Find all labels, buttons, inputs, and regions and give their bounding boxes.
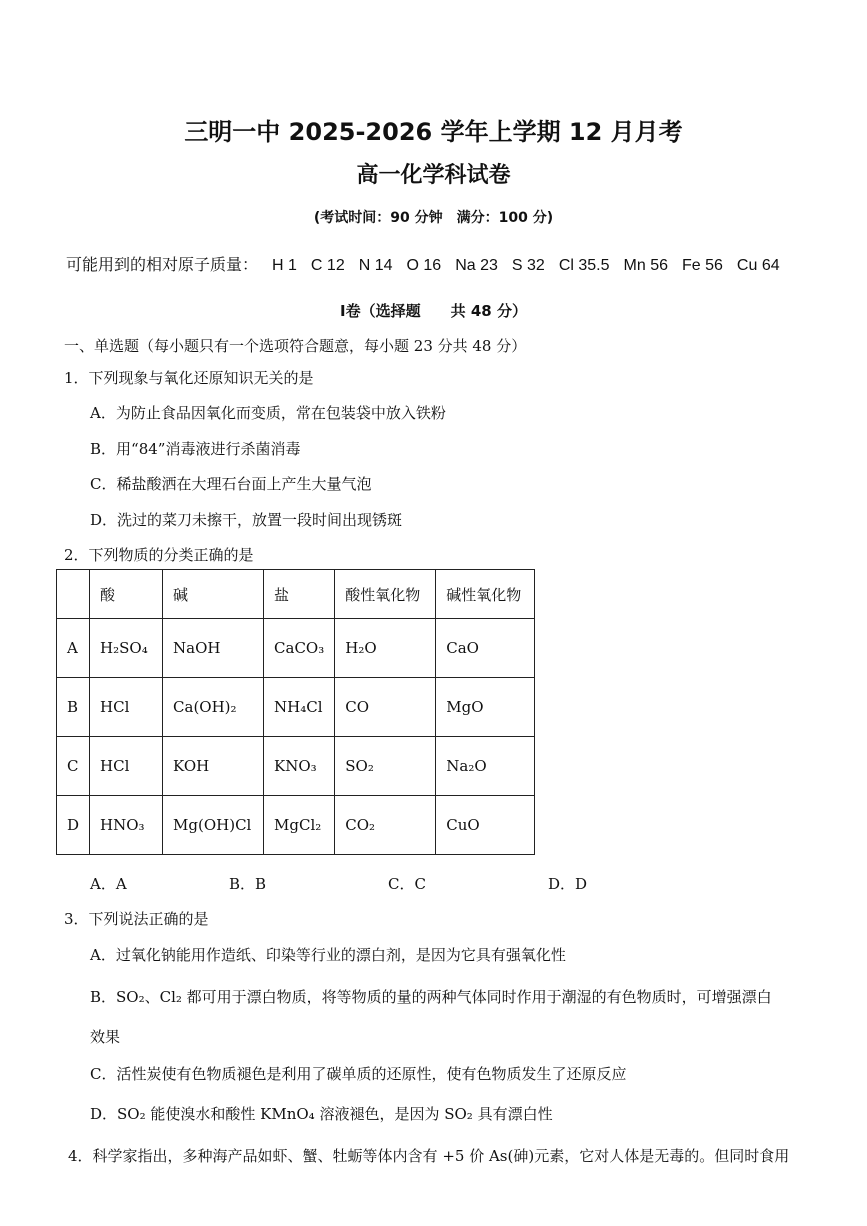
exam-info: (考试时间：90 分钟 满分：100 分) [313,210,554,226]
question-3-option-b: B．SO₂、Cl₂ 都可用于漂白物质，将等物质的量的两种气体同时作用于潮湿的有色物质时，可增强漂白 [90,988,772,1006]
table-row [57,619,535,678]
table-cell: CuO [436,796,535,855]
table-cell: MgCl₂ [264,796,335,855]
table-cell: CO [335,678,436,737]
table-header-cell: 酸 [90,570,163,619]
table-cell: H₂SO₄ [90,619,163,678]
mass-item: N 14 [358,257,393,274]
question-2-option-a: A．A [90,875,127,893]
table-cell: A [57,619,90,678]
part-instructions: 一、单选题（每小题只有一个选项符合题意，每小题 23 分共 48 分） [64,337,527,355]
question-3-option-d: D．SO₂ 能使溴水和酸性 KMnO₄ 溶液褪色，是因为 SO₂ 具有漂白性 [90,1105,553,1123]
question-2-option-b: B．B [229,875,267,893]
table-header-row [57,570,535,619]
question-3-stem: 3．下列说法正确的是 [64,910,209,928]
question-2-stem: 2．下列物质的分类正确的是 [64,546,254,564]
table-cell: HCl [90,737,163,796]
table-cell: B [57,678,90,737]
table-header-cell: 碱 [163,570,264,619]
mass-item: C 12 [310,257,345,274]
table-header-cell: 酸性氧化物 [335,570,436,619]
mass-item: Mn 56 [623,257,668,274]
table-cell: CaO [436,619,535,678]
table-cell: NaOH [163,619,264,678]
atomic-masses [66,252,780,275]
question-3-option-c: C．活性炭使有色物质褪色是利用了碳单质的还原性，使有色物质发生了还原反应 [90,1065,627,1083]
question-3-option-a: A．过氧化钠能用作造纸、印染等行业的漂白剂，是因为它具有强氧化性 [90,946,566,964]
atomic-masses-label: 可能用到的相对原子质量： [66,257,259,274]
table-cell: C [57,737,90,796]
table-cell: Ca(OH)₂ [163,678,264,737]
mass-item: Cl 35.5 [558,257,610,274]
table-row [57,796,535,855]
mass-item: H 1 [272,257,297,274]
mass-item: Na 23 [455,257,498,274]
table-cell: Na₂O [436,737,535,796]
mass-item: S 32 [511,257,545,274]
table-cell: NH₄Cl [264,678,335,737]
question-2-option-c: C．C [388,875,426,893]
table-cell: CO₂ [335,796,436,855]
table-cell: MgO [436,678,535,737]
question-1-option-a: A．为防止食品因氧化而变质，常在包装袋中放入铁粉 [90,404,446,422]
table-cell: Mg(OH)Cl [163,796,264,855]
section-title: Ⅰ卷（选择题 共 48 分） [340,302,527,320]
mass-item: Fe 56 [682,257,723,274]
table-cell: HCl [90,678,163,737]
mass-item: O 16 [406,257,442,274]
exam-subtitle: 高一化学科试卷 [356,163,511,188]
table-cell: KOH [163,737,264,796]
table-cell: H₂O [335,619,436,678]
classification-table [56,569,535,855]
table-cell: CaCO₃ [264,619,335,678]
table-cell: KNO₃ [264,737,335,796]
question-2-option-d: D．D [548,875,588,893]
table-row [57,678,535,737]
exam-title: 三明一中 2025-2026 学年上学期 12 月月考 [184,118,683,146]
table-header-cell [57,570,90,619]
table-header-cell: 盐 [264,570,335,619]
question-1-stem: 1．下列现象与氧化还原知识无关的是 [64,369,314,387]
question-3-option-b-cont: 效果 [90,1028,121,1046]
question-4-stem: 4．科学家指出，多种海产品如虾、蟹、牡蛎等体内含有 +5 价 As(砷)元素，它对人体是无毒的。但同时食用 [68,1147,790,1165]
table-row [57,737,535,796]
table-cell: SO₂ [335,737,436,796]
question-1-option-b: B．用“84”消毒液进行杀菌消毒 [90,440,301,458]
table-cell: D [57,796,90,855]
question-1-option-c: C．稀盐酸洒在大理石台面上产生大量气泡 [90,475,372,493]
table-header-cell: 碱性氧化物 [436,570,535,619]
table-cell: HNO₃ [90,796,163,855]
mass-item: Cu 64 [736,257,780,274]
question-1-option-d: D．洗过的菜刀未擦干，放置一段时间出现锈斑 [90,511,403,529]
